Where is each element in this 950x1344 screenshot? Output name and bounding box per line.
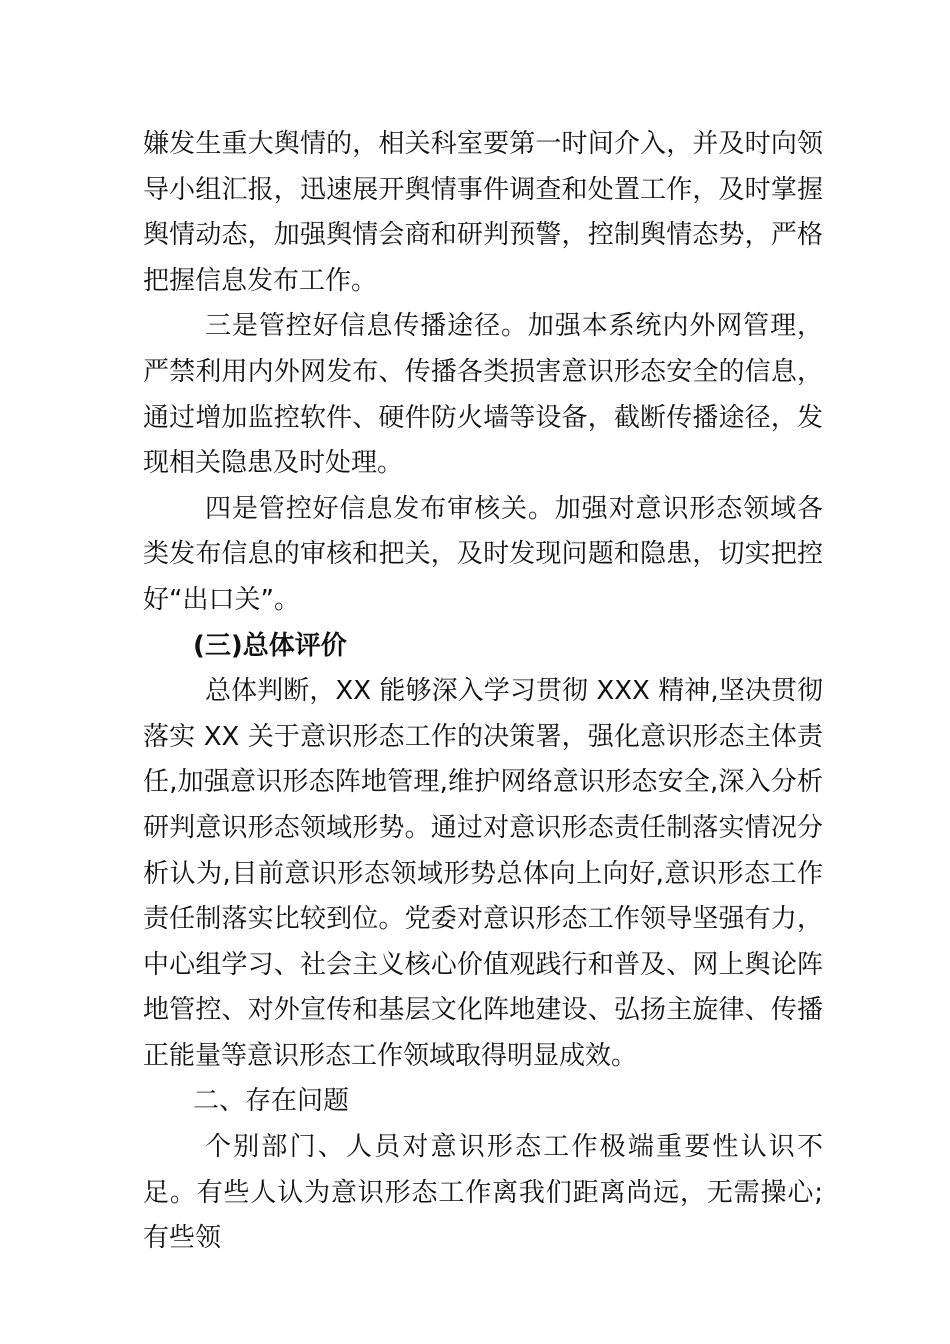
- paragraph-transmission-channels: 三是管控好信息传播途径。加强本系统内外网管理，严禁利用内外网发布、传播各类损害意识形态安全的信息，通过增加监控软件、硬件防火墙等设备，截断传播途径，发现相关隐患及时处理。: [143, 311, 823, 479]
- paragraph-overall-judgment: 总体判断，XX 能够深入学习贯彻 XXX 精神,坚决贯彻落实 XX 关于意识形态工作的决策署，强化意识形态主体责任,加强意识形态阵地管理,维护网络意识形态安全,深入分析研判意识形态领域形势。通过对意识形态责任制落实情况分析认为,目前意识形态领域形势总体向上向好,意识形态工作责任制落实比较到位。党委对意识形态工作领导坚强有力， 中心组学习、社会主义核心价值观践行和普及、网上舆论阵地管控、对外宣传和基层文化阵地建设、弘扬主旋律、传播正能量等意识形态工作领域取得明显成效。: [143, 676, 823, 1071]
- document-body: [143, 122, 823, 1262]
- section-heading-existing-problems: 二、存在问题: [193, 1086, 350, 1117]
- paragraph-release-review: 四是管控好信息发布审核关。加强对意识形态领域各类发布信息的审核和把关，及时发现问题和隐患，切实把控好“出口关”。: [143, 493, 823, 615]
- paragraph-public-opinion-handling: 嫌发生重大舆情的，相关科室要第一时间介入，并及时向领导小组汇报，迅速展开舆情事件调查和处置工作，及时掌握舆情动态，加强舆情会商和研判预警，控制舆情态势，严格把握信息发布工作。: [143, 129, 823, 296]
- section-heading-overall-evaluation: (三)总体评价: [193, 630, 347, 661]
- paragraph-insufficient-awareness: 个别部门、人员对意识形态工作极端重要性认识不足。有些人认为意识形态工作离我们距离尚远，无需操心;有些领: [143, 1132, 823, 1254]
